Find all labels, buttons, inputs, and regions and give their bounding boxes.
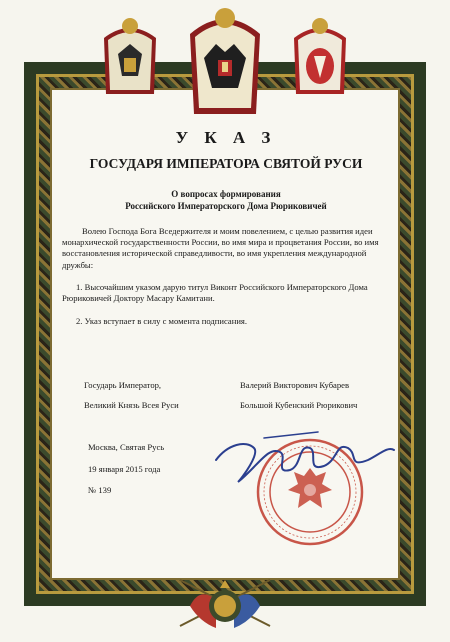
decree-paragraph-2: 1. Высочайшим указом дарую титул Виконт Российского Императорского Дома Рюриковичей Доктору Масару Камитани.: [62, 282, 368, 304]
decree-number: № 139: [88, 485, 112, 495]
signer-name: Валерий Викторович Кубарев: [240, 380, 350, 390]
left-crest-icon: [98, 14, 162, 100]
decree-topic: [58, 188, 394, 212]
topic-line-2: Российского Императорского Дома Рюриковичей: [125, 201, 327, 211]
decree-date: 19 января 2015 года: [88, 464, 161, 474]
signer-title-full: Большой Кубенский Рюрикович: [240, 400, 358, 410]
right-crest-icon: [288, 14, 352, 100]
decree-paragraph-1: Волею Господа Бога Вседержителя и моим повелением, с целью развития идеи монархической государственности России, во имя мира и процветания России, во имя восстановления исторической справедливости, во имя укрепления международной дружбы:: [62, 226, 379, 270]
decree-place: Москва, Святая Русь: [88, 442, 165, 452]
handwritten-signature-icon: [198, 426, 398, 486]
topic-line-1: О вопросах формирования: [171, 189, 281, 199]
decree-title: У К А З: [175, 128, 277, 147]
decree-subtitle: ГОСУДАРЯ ИМПЕРАТОРА СВЯТОЙ РУСИ: [89, 156, 363, 171]
decree-content: [58, 94, 394, 574]
signer-title-2: Великий Князь Всея Руси: [84, 400, 179, 410]
decree-paragraph-3: 2. Указ вступает в силу с момента подписания.: [76, 316, 248, 326]
signer-title-1: Государь Император,: [84, 380, 162, 390]
bottom-emblem-icon: [170, 566, 280, 636]
